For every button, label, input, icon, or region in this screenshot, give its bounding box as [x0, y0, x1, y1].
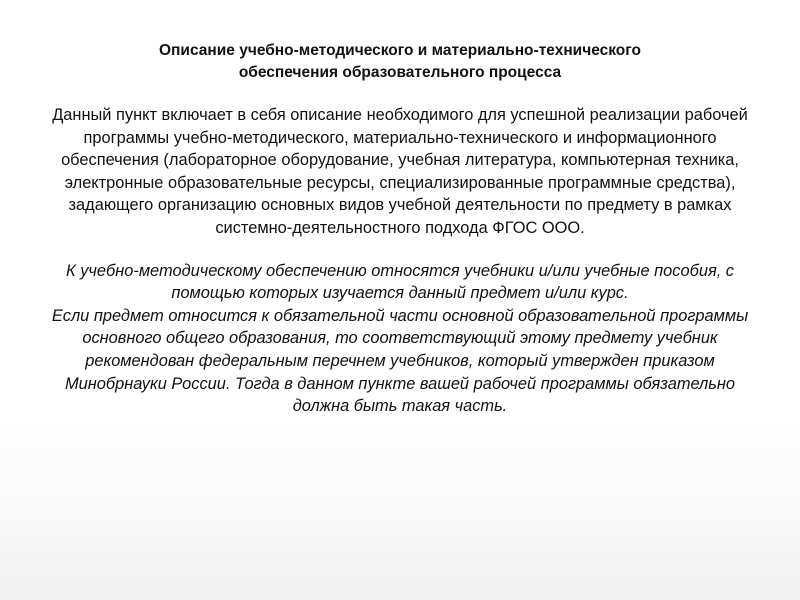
federal-list-paragraph: Если предмет относится к обязательной части основной образовательной программы основного общего образования, то соответствующий этому предмету учебник рекомендован федеральным перечнем учебников, который утвержден приказом Минобрнауки России. Тогда в данном пункте вашей рабочей программы обязательно должна быть такая часть.	[51, 306, 749, 416]
slide-title-line-1: Описание учебно-методического и материально-технического	[159, 42, 641, 59]
intro-paragraph: Данный пункт включает в себя описание необходимого для успешной реализации рабочей программы учебно-методического, материально-технического и информационного обеспечения (лабораторное оборудование, учебная литература, компьютерная техника, электронные образовательные ресурсы, специализированные программные средства), задающего организацию основных видов учебной деятельности по предмету в рамках системно-деятельностного подхода ФГОС ООО.	[52, 106, 748, 237]
slide-title	[40, 40, 760, 84]
textbooks-paragraph: К учебно-методическому обеспечению относятся учебники и/или учебные пособия, с помощью которых изучается данный предмет и/или курс.	[66, 261, 734, 303]
slide-title-line-2: обеспечения образовательного процесса	[238, 64, 562, 81]
slide-content	[40, 40, 760, 418]
